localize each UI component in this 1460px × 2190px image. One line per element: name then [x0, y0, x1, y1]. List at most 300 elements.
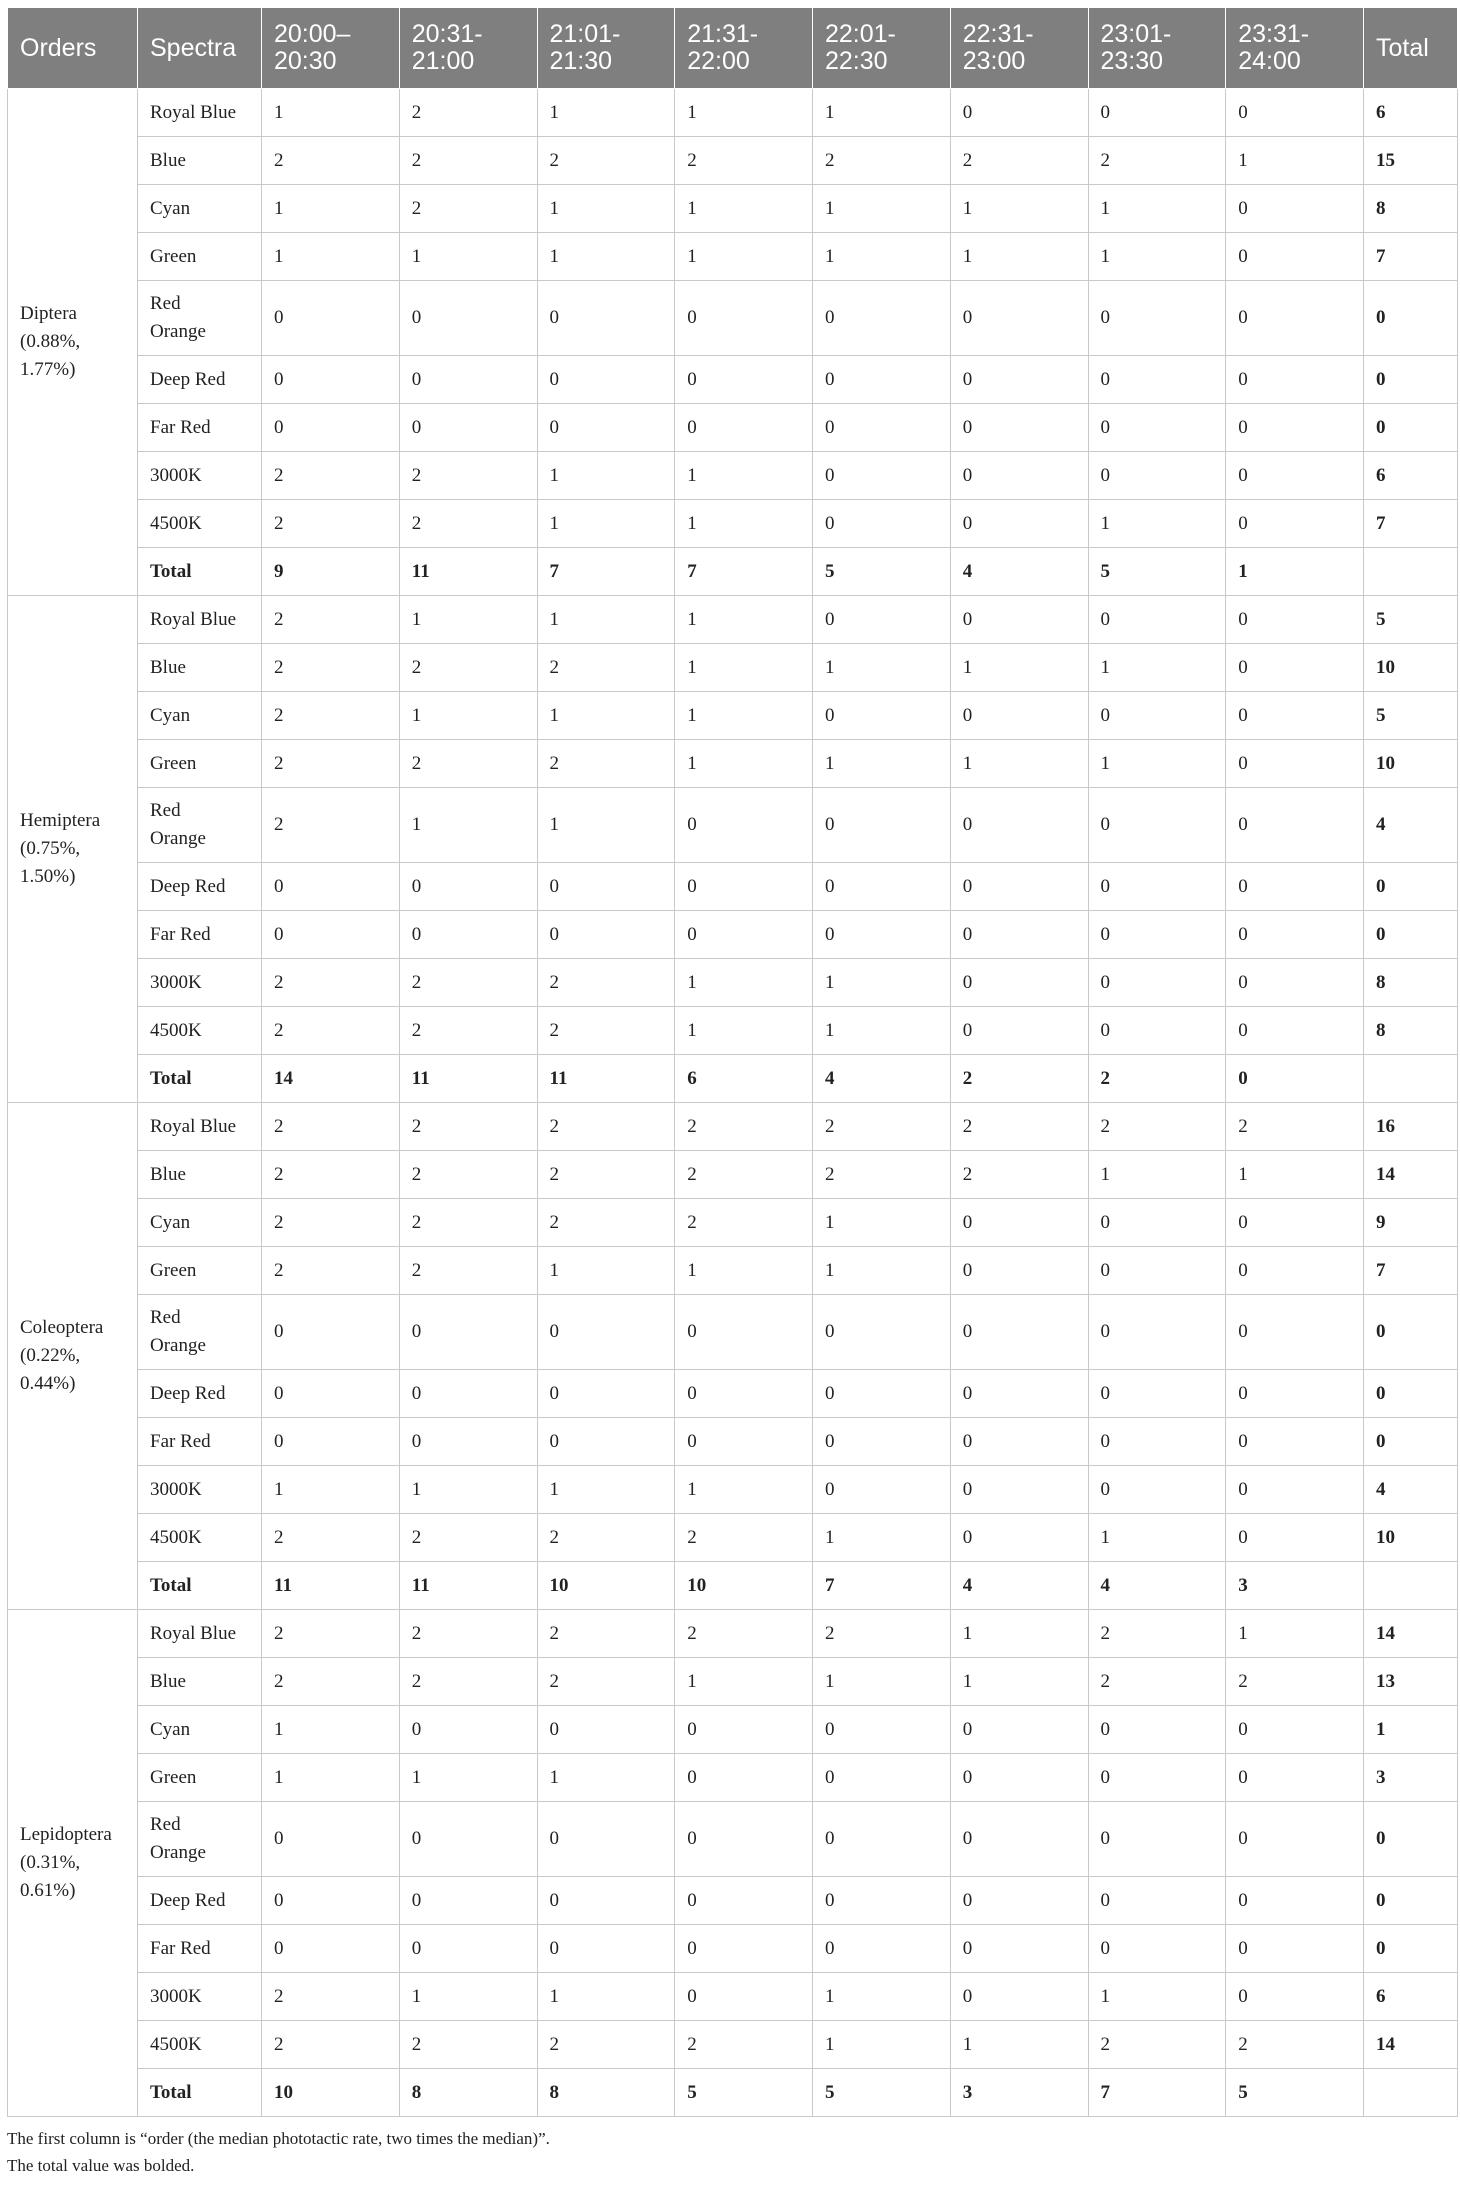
total-row: [8, 1562, 1458, 1610]
value-cell: 0: [1088, 1007, 1226, 1055]
table-row: [8, 1754, 1458, 1802]
value-cell: 1: [950, 740, 1088, 788]
value-cell: 11: [399, 1055, 537, 1103]
value-cell: 2: [399, 959, 537, 1007]
value-cell: 7: [537, 548, 675, 596]
value-cell: 0: [1226, 1199, 1364, 1247]
total-row: [8, 1055, 1458, 1103]
value-cell: 0: [537, 1925, 675, 1973]
value-cell: 0: [1226, 1295, 1364, 1370]
value-cell: 0: [950, 1466, 1088, 1514]
table-row: [8, 1514, 1458, 1562]
value-cell: 2: [813, 1610, 951, 1658]
column-header: 22:31- 23:00: [950, 8, 1088, 89]
order-cell: Diptera (0.88%, 1.77%): [8, 89, 138, 596]
value-cell: 0: [399, 1706, 537, 1754]
total-cell: 4: [1364, 788, 1458, 863]
value-cell: 1: [675, 740, 813, 788]
spectrum-cell: Green: [138, 1754, 262, 1802]
table-row: [8, 1466, 1458, 1514]
value-cell: 0: [537, 1802, 675, 1877]
total-cell: 5: [1364, 596, 1458, 644]
total-cell: [1364, 1055, 1458, 1103]
value-cell: 1: [675, 692, 813, 740]
total-cell: 9: [1364, 1199, 1458, 1247]
value-cell: 0: [813, 1295, 951, 1370]
spectrum-cell: Blue: [138, 644, 262, 692]
value-cell: 1: [262, 1706, 400, 1754]
total-cell: 14: [1364, 2021, 1458, 2069]
value-cell: 2: [1226, 2021, 1364, 2069]
value-cell: 0: [399, 1802, 537, 1877]
table-header: [8, 8, 1458, 89]
total-cell: 0: [1364, 863, 1458, 911]
value-cell: 0: [399, 404, 537, 452]
value-cell: 1: [813, 1007, 951, 1055]
value-cell: 2: [399, 1514, 537, 1562]
value-cell: 1: [675, 500, 813, 548]
spectrum-cell: Total: [138, 2069, 262, 2117]
value-cell: 2: [813, 1103, 951, 1151]
value-cell: 0: [1088, 788, 1226, 863]
value-cell: 1: [537, 1247, 675, 1295]
table-row: [8, 404, 1458, 452]
value-cell: 0: [813, 356, 951, 404]
table-row: [8, 644, 1458, 692]
spectrum-cell: Royal Blue: [138, 89, 262, 137]
value-cell: 0: [813, 404, 951, 452]
value-cell: 0: [1088, 1247, 1226, 1295]
value-cell: 0: [399, 911, 537, 959]
value-cell: 11: [262, 1562, 400, 1610]
table-row: [8, 959, 1458, 1007]
value-cell: 0: [675, 911, 813, 959]
value-cell: 1: [537, 596, 675, 644]
value-cell: 7: [813, 1562, 951, 1610]
value-cell: 2: [537, 740, 675, 788]
spectrum-cell: Blue: [138, 1151, 262, 1199]
value-cell: 2: [675, 1199, 813, 1247]
value-cell: 0: [1088, 1706, 1226, 1754]
value-cell: 1: [1088, 644, 1226, 692]
total-row: [8, 548, 1458, 596]
spectrum-cell: Royal Blue: [138, 596, 262, 644]
spectrum-cell: Far Red: [138, 911, 262, 959]
table-row: [8, 596, 1458, 644]
value-cell: 2: [262, 644, 400, 692]
value-cell: 4: [950, 1562, 1088, 1610]
value-cell: 2: [813, 137, 951, 185]
value-cell: 0: [950, 356, 1088, 404]
value-cell: 1: [537, 500, 675, 548]
total-cell: 6: [1364, 1973, 1458, 2021]
value-cell: 2: [1088, 1610, 1226, 1658]
total-cell: 0: [1364, 1802, 1458, 1877]
value-cell: 2: [1226, 1103, 1364, 1151]
value-cell: 2: [262, 788, 400, 863]
value-cell: 2: [399, 500, 537, 548]
value-cell: 0: [1226, 959, 1364, 1007]
value-cell: 0: [537, 911, 675, 959]
value-cell: 10: [675, 1562, 813, 1610]
value-cell: 14: [262, 1055, 400, 1103]
spectrum-cell: Far Red: [138, 404, 262, 452]
value-cell: 2: [537, 1199, 675, 1247]
total-cell: 0: [1364, 281, 1458, 356]
value-cell: 0: [950, 1973, 1088, 2021]
table-row: [8, 1973, 1458, 2021]
value-cell: 0: [399, 863, 537, 911]
value-cell: 0: [537, 1418, 675, 1466]
value-cell: 1: [813, 89, 951, 137]
value-cell: 1: [813, 959, 951, 1007]
table-row: [8, 89, 1458, 137]
value-cell: 2: [537, 1610, 675, 1658]
value-cell: 8: [399, 2069, 537, 2117]
column-header: Orders: [8, 8, 138, 89]
total-cell: 8: [1364, 1007, 1458, 1055]
value-cell: 0: [537, 1877, 675, 1925]
value-cell: 0: [675, 863, 813, 911]
value-cell: 5: [675, 2069, 813, 2117]
value-cell: 0: [950, 500, 1088, 548]
table-row: [8, 911, 1458, 959]
value-cell: 0: [950, 281, 1088, 356]
order-cell: Coleoptera (0.22%, 0.44%): [8, 1103, 138, 1610]
value-cell: 0: [1226, 89, 1364, 137]
spectrum-cell: 3000K: [138, 1973, 262, 2021]
value-cell: 0: [675, 1706, 813, 1754]
value-cell: 1: [950, 185, 1088, 233]
value-cell: 2: [262, 500, 400, 548]
value-cell: 1: [1226, 1151, 1364, 1199]
total-row: [8, 2069, 1458, 2117]
value-cell: 0: [1226, 1706, 1364, 1754]
value-cell: 1: [262, 185, 400, 233]
value-cell: 2: [399, 1103, 537, 1151]
value-cell: 0: [813, 452, 951, 500]
value-cell: 2: [262, 1658, 400, 1706]
value-cell: 1: [399, 233, 537, 281]
data-table: [7, 7, 1458, 2117]
value-cell: 0: [813, 1370, 951, 1418]
value-cell: 2: [399, 1247, 537, 1295]
value-cell: 1: [950, 233, 1088, 281]
value-cell: 2: [399, 137, 537, 185]
value-cell: 1: [537, 1973, 675, 2021]
value-cell: 2: [537, 2021, 675, 2069]
value-cell: 0: [950, 1754, 1088, 1802]
value-cell: 0: [1226, 356, 1364, 404]
value-cell: 1: [675, 1658, 813, 1706]
value-cell: 0: [399, 1295, 537, 1370]
spectrum-cell: Far Red: [138, 1925, 262, 1973]
value-cell: 1: [813, 1514, 951, 1562]
value-cell: 1: [675, 959, 813, 1007]
value-cell: 0: [262, 1295, 400, 1370]
value-cell: 5: [1088, 548, 1226, 596]
value-cell: 0: [537, 863, 675, 911]
value-cell: 0: [675, 788, 813, 863]
value-cell: 1: [813, 233, 951, 281]
total-cell: 8: [1364, 185, 1458, 233]
table-row: [8, 185, 1458, 233]
total-cell: 15: [1364, 137, 1458, 185]
spectrum-cell: 3000K: [138, 959, 262, 1007]
value-cell: 0: [675, 1877, 813, 1925]
value-cell: 1: [1088, 1151, 1226, 1199]
value-cell: 0: [1226, 1055, 1364, 1103]
value-cell: 2: [950, 1103, 1088, 1151]
value-cell: 0: [1088, 1370, 1226, 1418]
value-cell: 0: [537, 281, 675, 356]
value-cell: 10: [262, 2069, 400, 2117]
spectrum-cell: Cyan: [138, 1706, 262, 1754]
value-cell: 6: [675, 1055, 813, 1103]
value-cell: 1: [1088, 1514, 1226, 1562]
column-header: 22:01- 22:30: [813, 8, 951, 89]
table-row: [8, 233, 1458, 281]
value-cell: 0: [1226, 1802, 1364, 1877]
value-cell: 0: [813, 1466, 951, 1514]
spectrum-cell: 4500K: [138, 2021, 262, 2069]
value-cell: 0: [675, 1370, 813, 1418]
spectrum-cell: Deep Red: [138, 1370, 262, 1418]
value-cell: 2: [262, 1199, 400, 1247]
value-cell: 0: [813, 1754, 951, 1802]
table-row: [8, 1199, 1458, 1247]
value-cell: 1: [813, 2021, 951, 2069]
value-cell: 1: [1226, 548, 1364, 596]
value-cell: 2: [399, 185, 537, 233]
value-cell: 0: [399, 1925, 537, 1973]
value-cell: 0: [1226, 281, 1364, 356]
value-cell: 0: [1088, 356, 1226, 404]
value-cell: 0: [1088, 1754, 1226, 1802]
value-cell: 0: [1088, 1802, 1226, 1877]
value-cell: 0: [1088, 863, 1226, 911]
value-cell: 0: [262, 356, 400, 404]
table-row: [8, 356, 1458, 404]
table-row: [8, 2021, 1458, 2069]
value-cell: 3: [1226, 1562, 1364, 1610]
value-cell: 2: [537, 1151, 675, 1199]
value-cell: 1: [1088, 740, 1226, 788]
value-cell: 2: [675, 2021, 813, 2069]
value-cell: 0: [1226, 1925, 1364, 1973]
value-cell: 0: [1226, 1973, 1364, 2021]
value-cell: 2: [262, 1151, 400, 1199]
value-cell: 0: [1088, 1877, 1226, 1925]
value-cell: 0: [950, 788, 1088, 863]
column-header: Spectra: [138, 8, 262, 89]
value-cell: 0: [950, 1877, 1088, 1925]
value-cell: 0: [1088, 692, 1226, 740]
value-cell: 2: [262, 2021, 400, 2069]
value-cell: 1: [675, 596, 813, 644]
order-cell: Hemiptera (0.75%, 1.50%): [8, 596, 138, 1103]
table-container: [7, 7, 1457, 2179]
value-cell: 0: [262, 1877, 400, 1925]
value-cell: 2: [399, 1199, 537, 1247]
value-cell: 0: [262, 281, 400, 356]
column-header: 21:01- 21:30: [537, 8, 675, 89]
value-cell: 0: [950, 863, 1088, 911]
value-cell: 1: [813, 1658, 951, 1706]
table-note: The first column is “order (the median phototactic rate, two times the median)”.: [7, 2129, 550, 2148]
spectrum-cell: Green: [138, 740, 262, 788]
value-cell: 2: [399, 1658, 537, 1706]
value-cell: 2: [399, 1007, 537, 1055]
value-cell: 0: [675, 1925, 813, 1973]
value-cell: 2: [537, 1007, 675, 1055]
value-cell: 0: [950, 1706, 1088, 1754]
value-cell: 0: [813, 911, 951, 959]
value-cell: 2: [262, 1610, 400, 1658]
spectrum-cell: Royal Blue: [138, 1103, 262, 1151]
value-cell: 1: [813, 185, 951, 233]
value-cell: 0: [813, 500, 951, 548]
total-cell: 1: [1364, 1706, 1458, 1754]
value-cell: 0: [262, 1802, 400, 1877]
total-cell: 10: [1364, 644, 1458, 692]
table-row: [8, 137, 1458, 185]
total-cell: 5: [1364, 692, 1458, 740]
value-cell: 5: [1226, 2069, 1364, 2117]
value-cell: 9: [262, 548, 400, 596]
value-cell: 0: [1226, 185, 1364, 233]
value-cell: 0: [1226, 500, 1364, 548]
value-cell: 1: [675, 644, 813, 692]
value-cell: 1: [537, 788, 675, 863]
value-cell: 2: [262, 452, 400, 500]
total-cell: 6: [1364, 89, 1458, 137]
value-cell: 5: [813, 2069, 951, 2117]
value-cell: 0: [262, 1925, 400, 1973]
value-cell: 0: [262, 863, 400, 911]
value-cell: 1: [813, 1247, 951, 1295]
table-row: [8, 740, 1458, 788]
value-cell: 1: [537, 452, 675, 500]
value-cell: 0: [1226, 404, 1364, 452]
total-cell: 0: [1364, 1370, 1458, 1418]
value-cell: 7: [1088, 2069, 1226, 2117]
column-header: 23:01- 23:30: [1088, 8, 1226, 89]
table-row: [8, 1925, 1458, 1973]
table-row: [8, 788, 1458, 863]
value-cell: 2: [537, 644, 675, 692]
table-row: [8, 1706, 1458, 1754]
value-cell: 10: [537, 1562, 675, 1610]
value-cell: 0: [813, 1706, 951, 1754]
total-cell: 0: [1364, 1418, 1458, 1466]
value-cell: 1: [1088, 500, 1226, 548]
table-row: [8, 281, 1458, 356]
value-cell: 2: [1088, 1658, 1226, 1706]
value-cell: 2: [675, 1514, 813, 1562]
value-cell: 1: [675, 452, 813, 500]
value-cell: 2: [262, 1514, 400, 1562]
value-cell: 2: [399, 89, 537, 137]
value-cell: 0: [1088, 959, 1226, 1007]
value-cell: 0: [399, 1877, 537, 1925]
value-cell: 2: [675, 137, 813, 185]
value-cell: 2: [1088, 137, 1226, 185]
table-row: [8, 1658, 1458, 1706]
value-cell: 0: [675, 281, 813, 356]
value-cell: 7: [675, 548, 813, 596]
value-cell: 1: [1088, 233, 1226, 281]
value-cell: 1: [1226, 137, 1364, 185]
value-cell: 0: [675, 1802, 813, 1877]
spectrum-cell: Blue: [138, 137, 262, 185]
value-cell: 1: [399, 788, 537, 863]
value-cell: 1: [399, 1754, 537, 1802]
total-cell: 16: [1364, 1103, 1458, 1151]
value-cell: 0: [1226, 1370, 1364, 1418]
value-cell: 0: [950, 692, 1088, 740]
value-cell: 0: [950, 1007, 1088, 1055]
spectrum-cell: Cyan: [138, 185, 262, 233]
value-cell: 1: [399, 1466, 537, 1514]
value-cell: 1: [675, 233, 813, 281]
total-cell: [1364, 548, 1458, 596]
value-cell: 0: [813, 1925, 951, 1973]
value-cell: 0: [813, 596, 951, 644]
value-cell: 0: [675, 1754, 813, 1802]
spectrum-cell: Cyan: [138, 1199, 262, 1247]
value-cell: 2: [537, 1103, 675, 1151]
value-cell: 4: [813, 1055, 951, 1103]
value-cell: 1: [399, 1973, 537, 2021]
value-cell: 0: [1226, 596, 1364, 644]
value-cell: 1: [262, 1466, 400, 1514]
value-cell: 1: [262, 233, 400, 281]
spectrum-cell: 4500K: [138, 500, 262, 548]
value-cell: 0: [950, 89, 1088, 137]
value-cell: 1: [262, 1754, 400, 1802]
spectrum-cell: Deep Red: [138, 356, 262, 404]
value-cell: 11: [399, 548, 537, 596]
value-cell: 1: [399, 596, 537, 644]
value-cell: 2: [537, 959, 675, 1007]
spectrum-cell: Red Orange: [138, 1802, 262, 1877]
total-cell: 7: [1364, 233, 1458, 281]
column-header: 20:00– 20:30: [262, 8, 400, 89]
value-cell: 2: [950, 1151, 1088, 1199]
column-header: 20:31- 21:00: [399, 8, 537, 89]
value-cell: 2: [262, 740, 400, 788]
value-cell: 0: [950, 1802, 1088, 1877]
value-cell: 1: [675, 1466, 813, 1514]
spectrum-cell: Cyan: [138, 692, 262, 740]
value-cell: 1: [813, 740, 951, 788]
value-cell: 0: [813, 692, 951, 740]
value-cell: 2: [399, 452, 537, 500]
value-cell: 1: [950, 644, 1088, 692]
value-cell: 1: [675, 185, 813, 233]
value-cell: 0: [1226, 1247, 1364, 1295]
value-cell: 1: [813, 644, 951, 692]
value-cell: 1: [537, 89, 675, 137]
column-header: Total: [1364, 8, 1458, 89]
table-row: [8, 500, 1458, 548]
value-cell: 2: [399, 2021, 537, 2069]
table-row: [8, 1295, 1458, 1370]
value-cell: 0: [1226, 452, 1364, 500]
value-cell: 2: [1226, 1658, 1364, 1706]
value-cell: 2: [675, 1610, 813, 1658]
